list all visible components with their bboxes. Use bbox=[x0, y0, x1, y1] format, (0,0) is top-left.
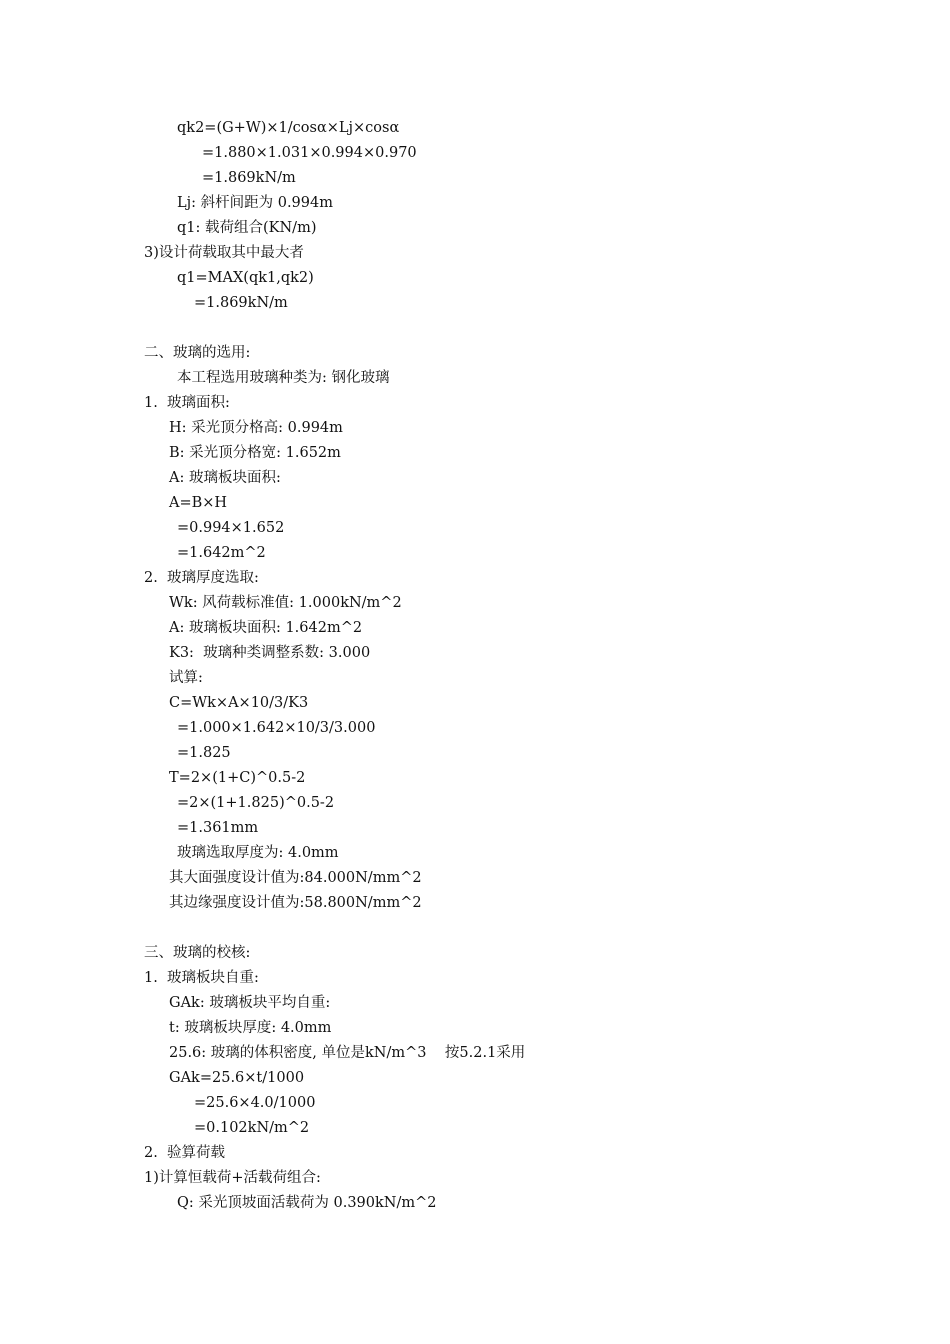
step-3-heading: 3)设计荷载取其中最大者 bbox=[144, 245, 304, 261]
formula-gak: GAk=25.6×t/1000 bbox=[169, 1070, 305, 1086]
step-1-heading: 1)计算恒载荷+活载荷组合: bbox=[144, 1170, 321, 1186]
formula-a-substitution: =0.994×1.652 bbox=[177, 520, 285, 536]
formula-t: T=2×(1+C)^0.5-2 bbox=[169, 770, 306, 786]
text-chosen-thickness: 玻璃选取厚度为: 4.0mm bbox=[177, 845, 339, 861]
text-wk: Wk: 风荷载标准值: 1.000kN/m^2 bbox=[169, 595, 402, 611]
text-trial: 试算: bbox=[169, 670, 203, 686]
text-a-area: A: 玻璃板块面积: bbox=[169, 470, 281, 486]
subsection-load-check: 2. 验算荷载 bbox=[144, 1145, 226, 1161]
text-gak: GAk: 玻璃板块平均自重: bbox=[169, 995, 331, 1011]
formula-q1-max: q1=MAX(qk1,qk2) bbox=[177, 270, 314, 286]
text-face-strength: 其大面强度设计值为:84.000N/mm^2 bbox=[169, 870, 422, 886]
formula-a-result: =1.642m^2 bbox=[177, 545, 266, 561]
text-b-width: B: 采光顶分格宽: 1.652m bbox=[169, 445, 341, 461]
text-density: 25.6: 玻璃的体积密度, 单位是kN/m^3 按5.2.1采用 bbox=[169, 1045, 526, 1061]
formula-c-substitution: =1.000×1.642×10/3/3.000 bbox=[177, 720, 376, 736]
text-live-load: Q: 采光顶坡面活载荷为 0.390kN/m^2 bbox=[177, 1195, 437, 1211]
formula-gak-result: =0.102kN/m^2 bbox=[194, 1120, 310, 1136]
text-lj-definition: Lj: 斜杆间距为 0.994m bbox=[177, 195, 333, 211]
formula-c-result: =1.825 bbox=[177, 745, 231, 761]
formula-t-result: =1.361mm bbox=[177, 820, 259, 836]
text-q1-definition: q1: 载荷组合(KN/m) bbox=[177, 220, 317, 236]
formula-t-substitution: =2×(1+1.825)^0.5-2 bbox=[177, 795, 335, 811]
formula-a: A=B×H bbox=[169, 495, 228, 511]
subsection-self-weight: 1. 玻璃板块自重: bbox=[144, 970, 259, 986]
text-a-value: A: 玻璃板块面积: 1.642m^2 bbox=[169, 620, 363, 636]
formula-q1-result: =1.869kN/m bbox=[194, 295, 288, 311]
text-h-height: H: 采光顶分格高: 0.994m bbox=[169, 420, 343, 436]
text-k3: K3: 玻璃种类调整系数: 3.000 bbox=[169, 645, 371, 661]
section-3-heading: 三、玻璃的校核: bbox=[144, 945, 251, 961]
text-t-thickness: t: 玻璃板块厚度: 4.0mm bbox=[169, 1020, 332, 1036]
formula-c: C=Wk×A×10/3/K3 bbox=[169, 695, 309, 711]
subsection-thickness: 2. 玻璃厚度选取: bbox=[144, 570, 259, 586]
subsection-glass-area: 1. 玻璃面积: bbox=[144, 395, 230, 411]
text-glass-type: 本工程选用玻璃种类为: 钢化玻璃 bbox=[177, 370, 390, 386]
formula-qk2-substitution: =1.880×1.031×0.994×0.970 bbox=[202, 145, 417, 161]
text-edge-strength: 其边缘强度设计值为:58.800N/mm^2 bbox=[169, 895, 422, 911]
formula-gak-substitution: =25.6×4.0/1000 bbox=[194, 1095, 316, 1111]
formula-qk2-result: =1.869kN/m bbox=[202, 170, 296, 186]
formula-qk2: qk2=(G+W)×1/cosα×Lj×cosα bbox=[177, 120, 400, 136]
section-2-heading: 二、玻璃的选用: bbox=[144, 345, 251, 361]
